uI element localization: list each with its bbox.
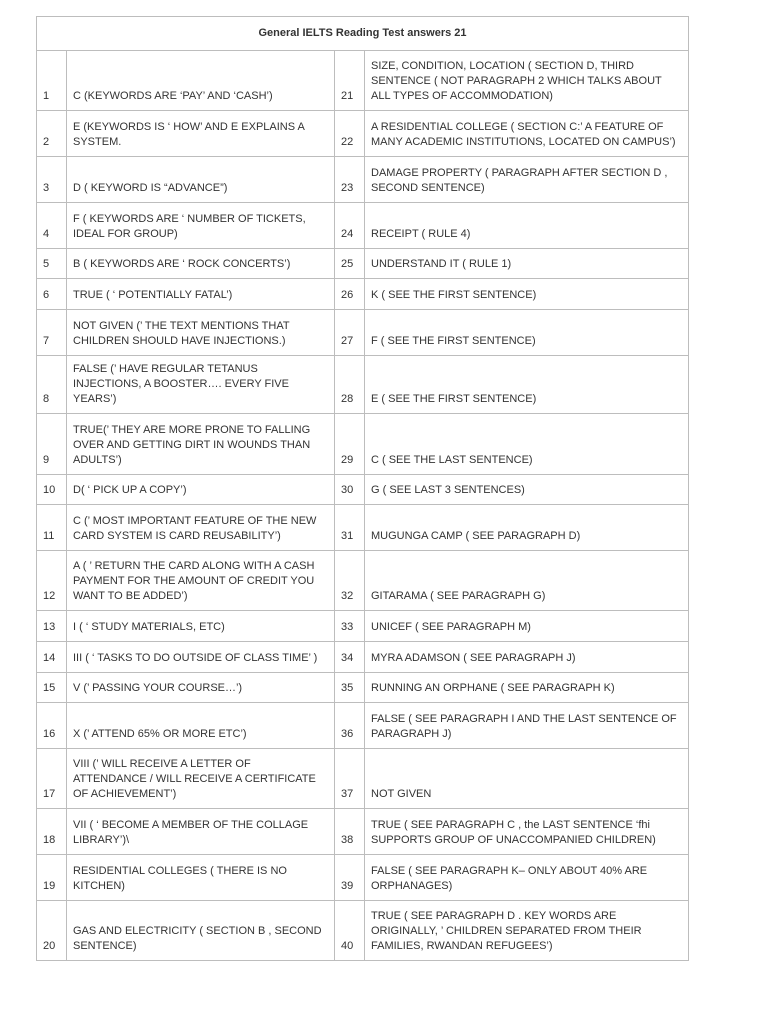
- answer-text: GITARAMA ( SEE PARAGRAPH G): [365, 551, 689, 611]
- question-number: 17: [37, 749, 67, 809]
- answer-text: RUNNING AN ORPHANE ( SEE PARAGRAPH K): [365, 673, 689, 703]
- page-title: General IELTS Reading Test answers 21: [37, 17, 689, 51]
- answer-text: C (’ MOST IMPORTANT FEATURE OF THE NEW CARD SYSTEM IS CARD REUSABILITY’): [67, 505, 335, 551]
- question-number: 11: [37, 505, 67, 551]
- answer-text: NOT GIVEN (’ THE TEXT MENTIONS THAT CHILDREN SHOULD HAVE INJECTIONS.): [67, 310, 335, 356]
- table-row: [37, 749, 689, 809]
- question-number: 22: [335, 111, 365, 157]
- answer-text: C ( SEE THE LAST SENTENCE): [365, 414, 689, 475]
- answer-text: RESIDENTIAL COLLEGES ( THERE IS NO KITCHEN): [67, 855, 335, 901]
- answer-text: FALSE ( SEE PARAGRAPH I AND THE LAST SENTENCE OF PARAGRAPH J): [365, 703, 689, 749]
- question-number: 13: [37, 611, 67, 642]
- question-number: 7: [37, 310, 67, 356]
- table-title-row: [37, 17, 689, 51]
- answer-text: VII ( ‘ BECOME A MEMBER OF THE COLLAGE LIBRARY’)\: [67, 809, 335, 855]
- question-number: 38: [335, 809, 365, 855]
- answer-text: V (’ PASSING YOUR COURSE…’): [67, 673, 335, 703]
- table-row: [37, 551, 689, 611]
- table-row: [37, 249, 689, 279]
- question-number: 36: [335, 703, 365, 749]
- question-number: 9: [37, 414, 67, 475]
- question-number: 2: [37, 111, 67, 157]
- answer-text: D ( KEYWORD IS “ADVANCE”): [67, 157, 335, 203]
- question-number: 30: [335, 475, 365, 505]
- question-number: 21: [335, 51, 365, 111]
- question-number: 5: [37, 249, 67, 279]
- question-number: 1: [37, 51, 67, 111]
- answer-text: D( ‘ PICK UP A COPY’): [67, 475, 335, 505]
- question-number: 18: [37, 809, 67, 855]
- table-row: [37, 901, 689, 961]
- answer-text: UNDERSTAND IT ( RULE 1): [365, 249, 689, 279]
- question-number: 25: [335, 249, 365, 279]
- question-number: 26: [335, 279, 365, 310]
- question-number: 40: [335, 901, 365, 961]
- question-number: 10: [37, 475, 67, 505]
- answer-text: E ( SEE THE FIRST SENTENCE): [365, 356, 689, 414]
- answer-text: FALSE ( SEE PARAGRAPH K– ONLY ABOUT 40% ARE ORPHANAGES): [365, 855, 689, 901]
- question-number: 32: [335, 551, 365, 611]
- answer-text: X (’ ATTEND 65% OR MORE ETC’): [67, 703, 335, 749]
- table-row: [37, 310, 689, 356]
- question-number: 35: [335, 673, 365, 703]
- answer-text: NOT GIVEN: [365, 749, 689, 809]
- table-row: [37, 673, 689, 703]
- question-number: 15: [37, 673, 67, 703]
- question-number: 24: [335, 203, 365, 249]
- question-number: 12: [37, 551, 67, 611]
- question-number: 14: [37, 642, 67, 673]
- answer-text: TRUE(’ THEY ARE MORE PRONE TO FALLING OVER AND GETTING DIRT IN WOUNDS THAN ADULTS’): [67, 414, 335, 475]
- answer-text: F ( SEE THE FIRST SENTENCE): [365, 310, 689, 356]
- table-row: [37, 809, 689, 855]
- answers-table-body: [37, 17, 689, 961]
- answer-text: B ( KEYWORDS ARE ‘ ROCK CONCERTS’): [67, 249, 335, 279]
- answer-text: FALSE (’ HAVE REGULAR TETANUS INJECTIONS, A BOOSTER…. EVERY FIVE YEARS’): [67, 356, 335, 414]
- answer-text: TRUE ( SEE PARAGRAPH C , the LAST SENTENCE ‘fhi SUPPORTS GROUP OF UNACCOMPANIED CHILDREN): [365, 809, 689, 855]
- table-row: [37, 51, 689, 111]
- table-row: [37, 505, 689, 551]
- answer-text: DAMAGE PROPERTY ( PARAGRAPH AFTER SECTION D , SECOND SENTENCE): [365, 157, 689, 203]
- question-number: 27: [335, 310, 365, 356]
- question-number: 33: [335, 611, 365, 642]
- answer-text: F ( KEYWORDS ARE ‘ NUMBER OF TICKETS, IDEAL FOR GROUP): [67, 203, 335, 249]
- answer-text: MYRA ADAMSON ( SEE PARAGRAPH J): [365, 642, 689, 673]
- question-number: 28: [335, 356, 365, 414]
- table-row: [37, 157, 689, 203]
- question-number: 29: [335, 414, 365, 475]
- answer-text: SIZE, CONDITION, LOCATION ( SECTION D, THIRD SENTENCE ( NOT PARAGRAPH 2 WHICH TALKS ABOUT ALL TYPES OF ACCOMMODATION): [365, 51, 689, 111]
- answer-text: MUGUNGA CAMP ( SEE PARAGRAPH D): [365, 505, 689, 551]
- table-row: [37, 279, 689, 310]
- table-row: [37, 111, 689, 157]
- answer-text: A ( ’ RETURN THE CARD ALONG WITH A CASH PAYMENT FOR THE AMOUNT OF CREDIT YOU WANT TO BE ADDED’): [67, 551, 335, 611]
- answer-text: I ( ‘ STUDY MATERIALS, ETC): [67, 611, 335, 642]
- answer-text: GAS AND ELECTRICITY ( SECTION B , SECOND SENTENCE): [67, 901, 335, 961]
- table-row: [37, 475, 689, 505]
- question-number: 39: [335, 855, 365, 901]
- question-number: 20: [37, 901, 67, 961]
- question-number: 6: [37, 279, 67, 310]
- answer-text: TRUE ( ‘ POTENTIALLY FATAL’): [67, 279, 335, 310]
- question-number: 23: [335, 157, 365, 203]
- question-number: 3: [37, 157, 67, 203]
- answer-text: TRUE ( SEE PARAGRAPH D . KEY WORDS ARE ORIGINALLY, ’ CHILDREN SEPARATED FROM THEIR FAMILIES, RWANDAN REFUGEES’): [365, 901, 689, 961]
- answer-text: VIII (’ WILL RECEIVE A LETTER OF ATTENDANCE / WILL RECEIVE A CERTIFICATE OF ACHIEVEMENT’): [67, 749, 335, 809]
- table-row: [37, 203, 689, 249]
- table-row: [37, 703, 689, 749]
- question-number: 8: [37, 356, 67, 414]
- answer-text: RECEIPT ( RULE 4): [365, 203, 689, 249]
- question-number: 34: [335, 642, 365, 673]
- answer-text: A RESIDENTIAL COLLEGE ( SECTION C:’ A FEATURE OF MANY ACADEMIC INSTITUTIONS, LOCATED ON CAMPUS’): [365, 111, 689, 157]
- question-number: 4: [37, 203, 67, 249]
- table-row: [37, 855, 689, 901]
- table-row: [37, 414, 689, 475]
- question-number: 37: [335, 749, 365, 809]
- table-row: [37, 356, 689, 414]
- question-number: 19: [37, 855, 67, 901]
- question-number: 16: [37, 703, 67, 749]
- answer-text: III ( ‘ TASKS TO DO OUTSIDE OF CLASS TIME’ ): [67, 642, 335, 673]
- table-row: [37, 611, 689, 642]
- question-number: 31: [335, 505, 365, 551]
- answer-text: E (KEYWORDS IS ‘ HOW’ AND E EXPLAINS A SYSTEM.: [67, 111, 335, 157]
- table-row: [37, 642, 689, 673]
- answer-text: UNICEF ( SEE PARAGRAPH M): [365, 611, 689, 642]
- answers-table: [36, 16, 689, 961]
- answer-text: K ( SEE THE FIRST SENTENCE): [365, 279, 689, 310]
- answer-text: G ( SEE LAST 3 SENTENCES): [365, 475, 689, 505]
- answer-text: C (KEYWORDS ARE ‘PAY’ AND ‘CASH’): [67, 51, 335, 111]
